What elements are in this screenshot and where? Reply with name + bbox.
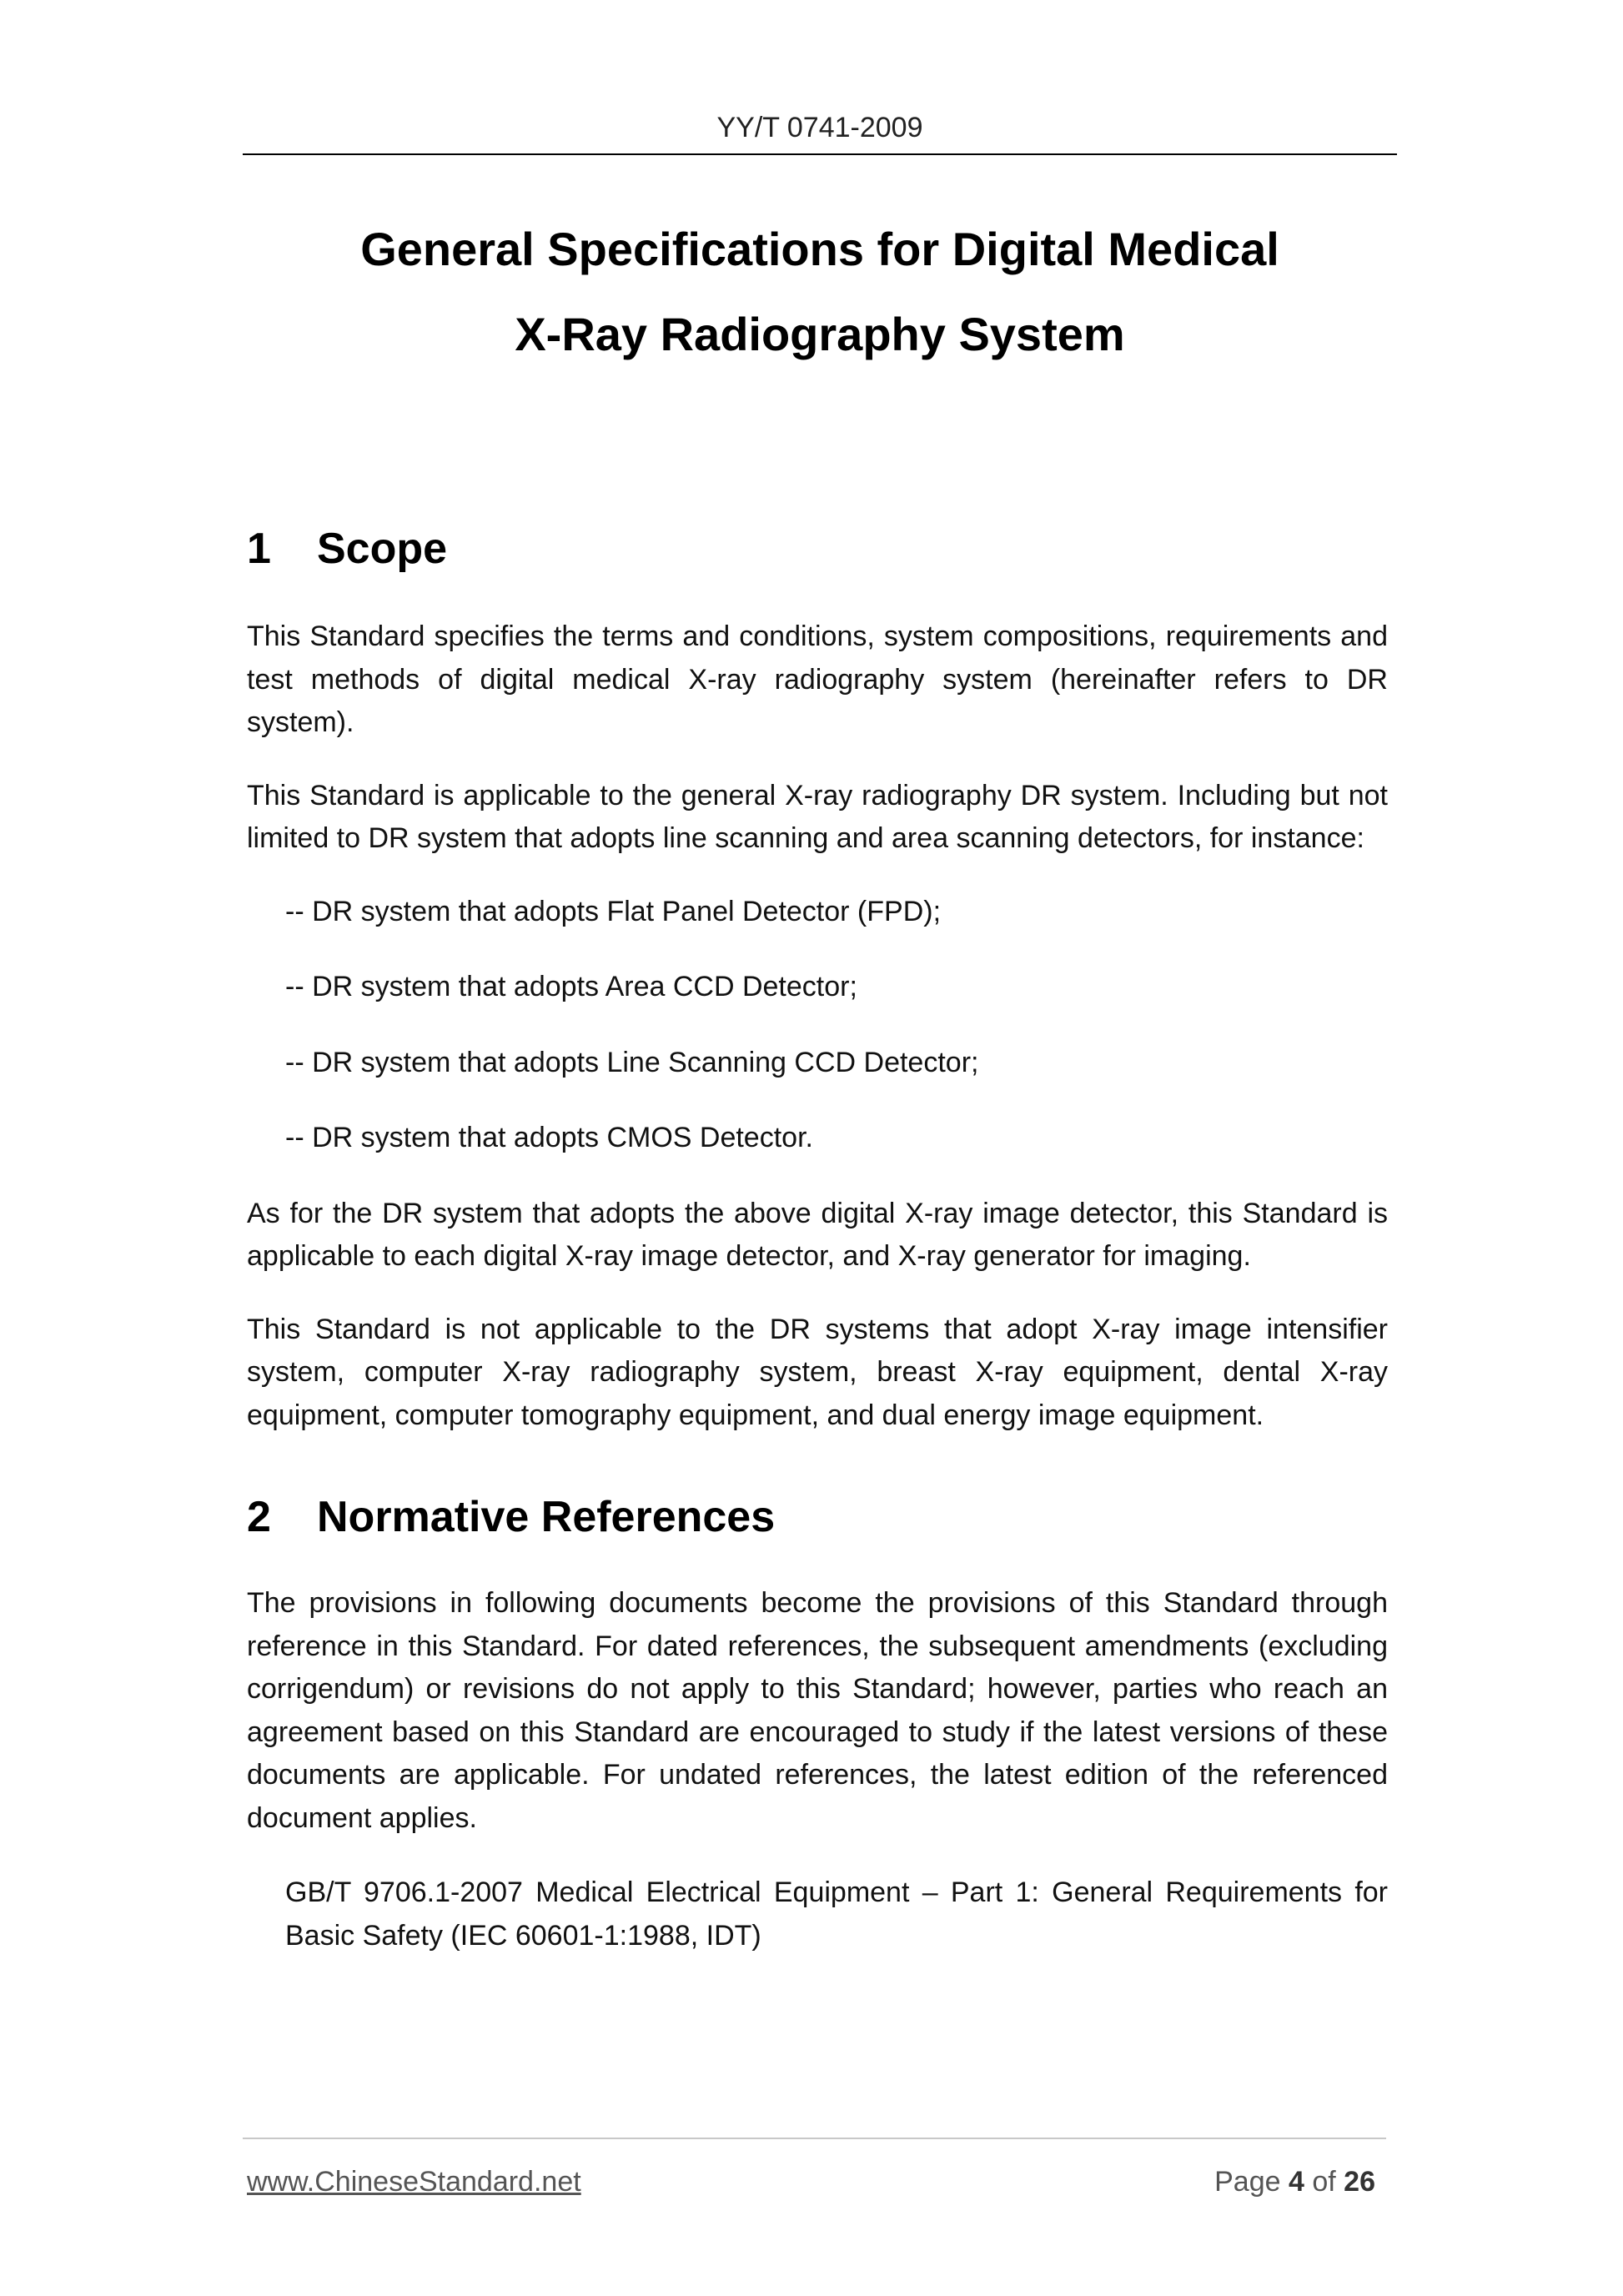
section-number: 2	[247, 1493, 271, 1541]
scope-list-item: -- DR system that adopts Area CCD Detector;	[285, 971, 857, 1002]
scope-paragraph-4: This Standard is not applicable to the DR systems that adopt X-ray image intensifier system, computer X-ray radiography system, breast X-ray equipment, dental X-ray equipment, computer tomography equipment, and dual energy image equipment.	[247, 1313, 1388, 1431]
scope-list-item: -- DR system that adopts CMOS Detector.	[285, 1122, 813, 1153]
header-divider	[243, 153, 1397, 155]
scope-paragraph-1: This Standard specifies the terms and conditions, system compositions, requirements and test methods of digital medical X-ray radiography system (hereinafter refers to DR system).	[247, 620, 1388, 738]
section-number: 1	[247, 525, 271, 573]
document-title	[243, 207, 1397, 377]
page-number-indicator	[1214, 2165, 1375, 2199]
footer-divider	[243, 2138, 1386, 2139]
current-page-number: 4	[1288, 2166, 1304, 2198]
references-paragraph-1: The provisions in following documents become the provisions of this Standard through reference in this Standard. For dated references, the subsequent amendments (excluding corrigendum) or revisions do not apply to this Standard; however, parties who reach an agreement based on this Standard are encouraged to study if the latest versions of these documents are applicable. For undated references, the latest edition of the referenced document applies.	[247, 1587, 1388, 1834]
document-code-header: YY/T 0741-2009	[716, 112, 923, 143]
scope-list-item: -- DR system that adopts Line Scanning CCD Detector;	[285, 1046, 979, 1078]
page-of-label: of	[1312, 2166, 1336, 2198]
total-page-count: 26	[1344, 2166, 1375, 2198]
document-body	[247, 517, 1388, 1957]
scope-paragraph-3: As for the DR system that adopts the above digital X-ray image detector, this Standard is applicable to each digital X-ray image detector, and X-ray generator for imaging.	[247, 1197, 1388, 1272]
section-heading-scope	[247, 517, 1388, 580]
section-heading-normative-references	[247, 1485, 1388, 1549]
scope-paragraph-2: This Standard is applicable to the general X-ray radiography DR system. Including but not limited to DR system that adopts line scanning and area scanning detectors, for instance:	[247, 779, 1388, 854]
document-title-line-2: X-Ray Radiography System	[515, 308, 1125, 360]
reference-item: GB/T 9706.1-2007 Medical Electrical Equipment – Part 1: General Requirements for Basic Safety (IEC 60601-1:1988, IDT)	[285, 1876, 1388, 1952]
document-title-line-1: General Specifications for Digital Medical	[360, 223, 1279, 275]
scope-list-item: -- DR system that adopts Flat Panel Detector (FPD);	[285, 895, 942, 927]
website-link[interactable]: www.ChineseStandard.net	[247, 2166, 581, 2198]
section-title: Scope	[317, 525, 448, 573]
page-label: Page	[1214, 2166, 1281, 2198]
section-title: Normative References	[317, 1493, 776, 1541]
